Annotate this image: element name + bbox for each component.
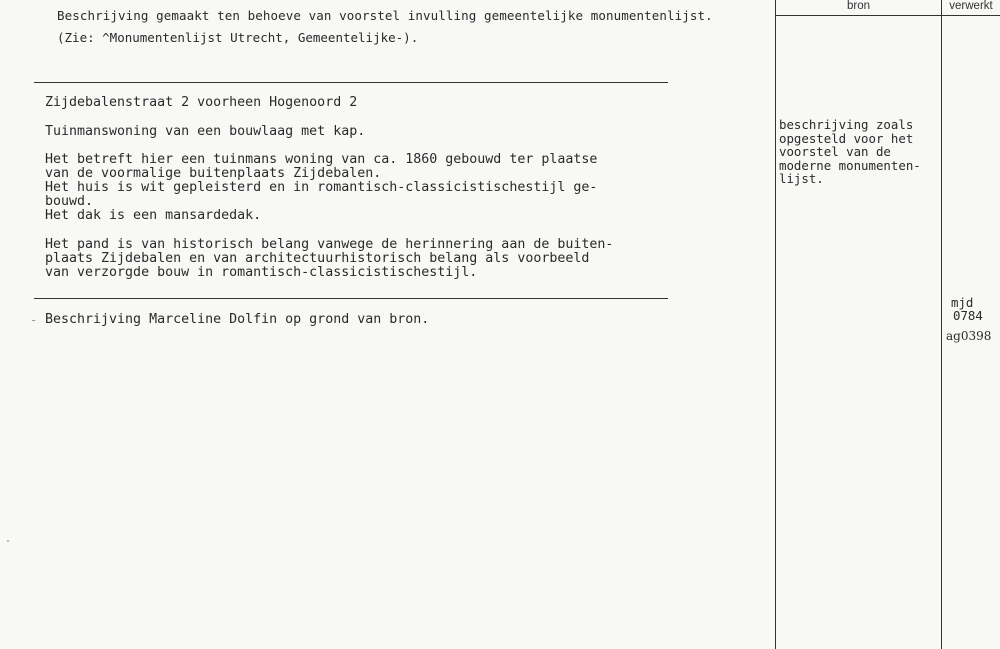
verwerkt-column-divider [941,0,942,649]
verwerkt-date: 0784 [953,308,983,323]
author-note: Beschrijving Marceline Dolfin op grond van bron. [45,312,430,327]
verwerkt-initials: mjd [951,295,974,310]
column-header-rule [775,15,1000,16]
margin-dash: - [30,313,38,327]
header-line-2: (Zie: ^Monumentenlijst Utrecht, Gemeentelijke-). [57,30,419,45]
header-line-1: Beschrijving gemaakt ten behoeve van voorstel invulling gemeentelijke monumentenlijst. [57,8,713,23]
verwerkt-column-heading: verwerkt [949,0,993,12]
bron-column-heading: bron [846,0,871,12]
bron-text: beschrijving zoals opgesteld voor het voorstel van de moderne monumenten- lijst. [779,117,921,187]
verwerkt-code: ag0398 [946,329,992,343]
top-rule [34,82,668,83]
address-title: Zijdebalenstraat 2 voorheen Hogenoord 2 [45,95,358,110]
significance-paragraph: Het pand is van historisch belang vanwege de herinnering aan de buiten- plaats Zijdebalen en van architectuurhistorisch belang als voorbeeld van verzorgde bouw in romantisch-classicistischestijl. [45,237,614,280]
building-type: Tuinmanswoning van een bouwlaag met kap. [45,124,366,139]
paper-speck [7,540,9,542]
description-paragraph: Het betreft hier een tuinmans woning van ca. 1860 gebouwd ter plaatse van de voormalige buitenplaats Zijdebalen. Het huis is wit gepleisterd en in romantisch-classicistischestijl ge- bouwd. Het dak is een mansardedak. [45,152,598,223]
bron-column-divider [775,0,776,649]
bottom-rule [34,298,668,299]
